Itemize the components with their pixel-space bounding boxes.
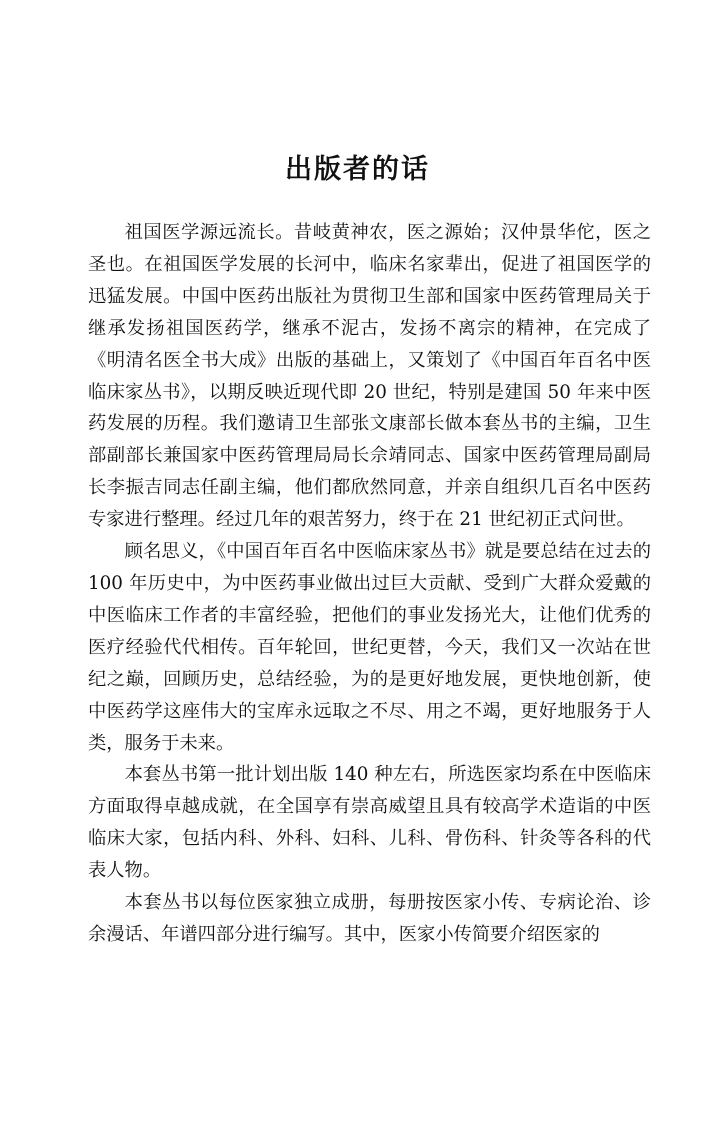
- paragraph: 本套丛书第一批计划出版 140 种左右，所选医家均系在中医临床方面取得卓越成就，在全国享有崇高威望且具有较高学术造诣的中医临床大家，包括内科、外科、妇科、儿科、骨伤科、针灸等各科的代表人物。: [88, 764, 651, 882]
- page-title: 出版者的话: [285, 154, 430, 185]
- body-text: [88, 217, 651, 951]
- paragraph: 顾名思义，《中国百年百名中医临床家丛书》就是要总结在过去的 100 年历史中，为中医药事业做出过巨大贡献、受到广大群众爱戴的中医临床工作者的丰富经验，把他们的事业发扬光大，让他们优秀的医疗经验代代相传。百年轮回，世纪更替，今天，我们又一次站在世纪之巅，回顾历史，总结经验，为的是更好地发展，更快地创新，使中医药学这座伟大的宝库永远取之不尽、用之不竭，更好地服务于人类，服务于未来。: [88, 541, 651, 754]
- paragraph: 本套丛书以每位医家独立成册，每册按医家小传、专病论治、诊余漫话、年谱四部分进行编写。其中，医家小传简要介绍医家的: [88, 892, 651, 945]
- paragraph: 祖国医学源远流长。昔岐黄神农，医之源始；汉仲景华佗，医之圣也。在祖国医学发展的长河中，临床名家辈出，促进了祖国医学的迅猛发展。中国中医药出版社为贯彻卫生部和国家中医药管理局关于继承发扬祖国医药学，继承不泥古，发扬不离宗的精神，在完成了《明清名医全书大成》出版的基础上，又策划了《中国百年百名中医临床家丛书》，以期反映近现代即 20 世纪，特别是建国 50 年来中医药发展的历程。我们邀请卫生部张文康部长做本套丛书的主编，卫生部副部长兼国家中医药管理局局长佘靖同志、国家中医药管理局副局长李振吉同志任副主编，他们都欣然同意，并亲自组织几百名中医药专家进行整理。经过几年的艰苦努力，终于在 21 世纪初正式问世。: [88, 222, 651, 531]
